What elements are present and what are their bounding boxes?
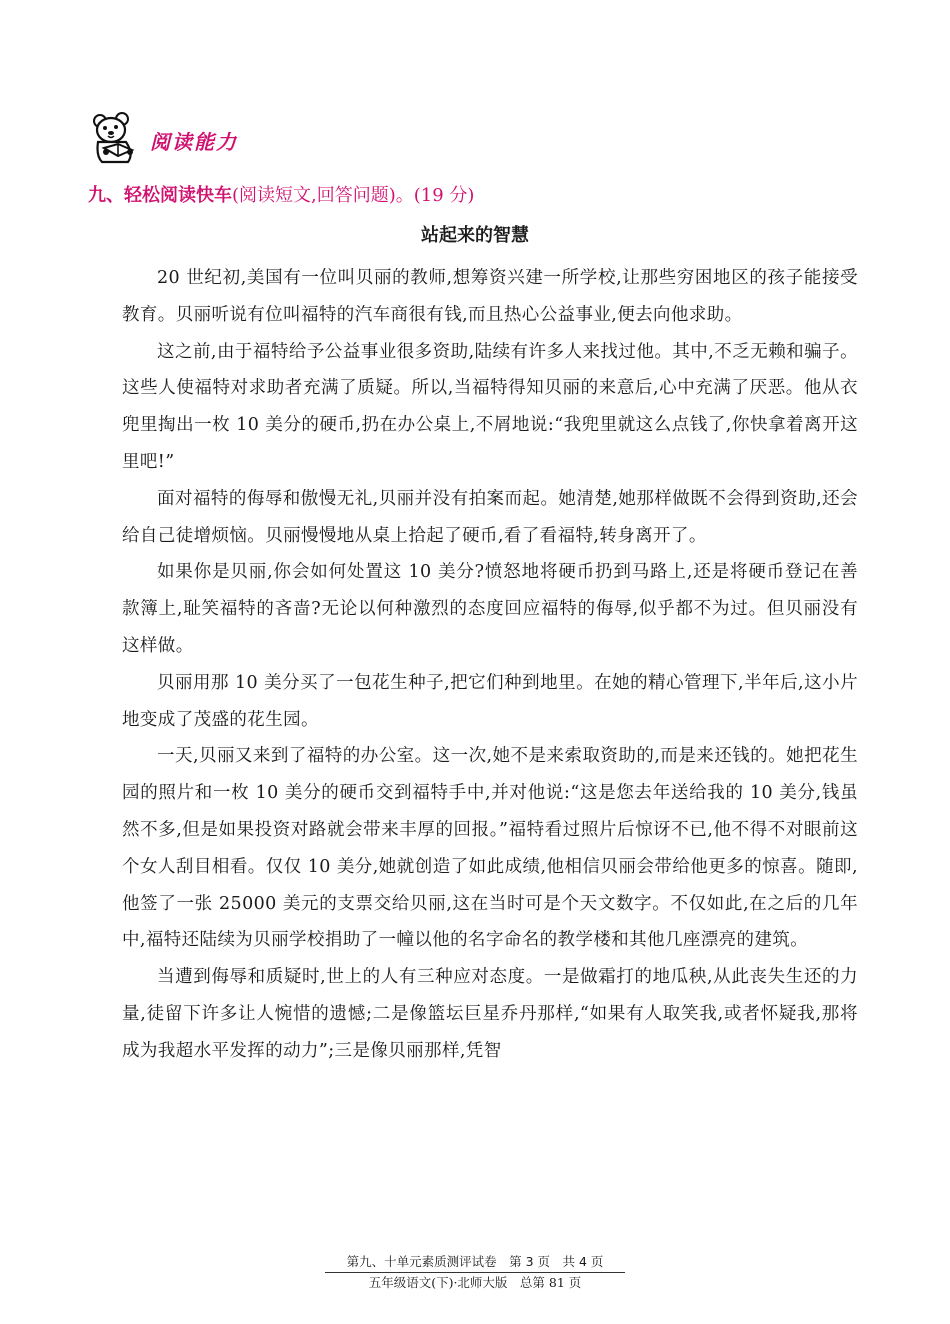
article-body	[122, 260, 858, 1070]
article-paragraph: 当遭到侮辱和质疑时,世上的人有三种应对态度。一是做霜打的地瓜秧,从此丧失生还的力量,徒留下许多让人惋惜的遗憾;二是像篮坛巨星乔丹那样,“如果有人取笑我,或者怀疑我,那将成为我超水平发挥的动力”;三是像贝丽那样,凭智	[122, 967, 858, 1061]
bear-reading-icon	[88, 110, 144, 166]
article-paragraph: 如果你是贝丽,你会如何处置这 10 美分?愤怒地将硬币扔到马路上,还是将硬币登记在善款簿上,耻笑福特的吝啬?无论以何种激烈的态度回应福特的侮辱,似乎都不为过。但贝丽没有这样做。	[122, 562, 858, 656]
footer-exam-info: 第九、十单元素质测评试卷 第 3 页 共 4 页	[346, 1254, 604, 1269]
article-paragraph: 贝丽用那 10 美分买了一包花生种子,把它们种到地里。在她的精心管理下,半年后,这小片地变成了茂盛的花生园。	[122, 672, 858, 730]
section-header	[88, 110, 238, 166]
question-instruction: (阅读短文,回答问题)。(19 分)	[232, 185, 475, 206]
section-title: 阅读能力	[150, 129, 238, 154]
article-title: 站起来的智慧	[421, 225, 529, 246]
page-footer	[0, 1253, 950, 1291]
footer-divider	[325, 1272, 625, 1273]
question-heading	[88, 184, 474, 208]
article-paragraph: 20 世纪初,美国有一位叫贝丽的教师,想筹资兴建一所学校,让那些穷困地区的孩子能接受教育。贝丽听说有位叫福特的汽车商很有钱,而且热心公益事业,便去向他求助。	[122, 268, 858, 325]
article-paragraph: 一天,贝丽又来到了福特的办公室。这一次,她不是来索取资助的,而是来还钱的。她把花生园的照片和一枚 10 美分的硬币交到福特手中,并对他说:“这是您去年送给我的 10 美分,钱虽然不多,但是如果投资对路就会带来丰厚的回报。”福特看过照片后惊讶不已,他不得不对眼前这个女人刮目相看。仅仅 10 美分,她就创造了如此成绩,他相信贝丽会带给他更多的惊喜。随即,他签了一张 25000 美元的支票交给贝丽,这在当时可是个天文数字。不仅如此,在之后的几年中,福特还陆续为贝丽学校捐助了一幢以他的名字命名的教学楼和其他几座漂亮的建筑。	[122, 746, 858, 951]
question-number: 九、轻松阅读快车	[88, 185, 232, 206]
footer-book-info: 五年级语文(下)·北师大版 总第 81 页	[368, 1275, 582, 1290]
article-paragraph: 面对福特的侮辱和傲慢无礼,贝丽并没有拍案而起。她清楚,她那样做既不会得到资助,还会给自己徒增烦恼。贝丽慢慢地从桌上拾起了硬币,看了看福特,转身离开了。	[122, 488, 858, 546]
article-paragraph: 这之前,由于福特给予公益事业很多资助,陆续有许多人来找过他。其中,不乏无赖和骗子。这些人使福特对求助者充满了质疑。所以,当福特得知贝丽的来意后,心中充满了厌恶。他从衣兜里掏出一枚 10 美分的硬币,扔在办公桌上,不屑地说:“我兜里就这么点钱了,你快拿着离开这里吧!”	[122, 341, 858, 472]
